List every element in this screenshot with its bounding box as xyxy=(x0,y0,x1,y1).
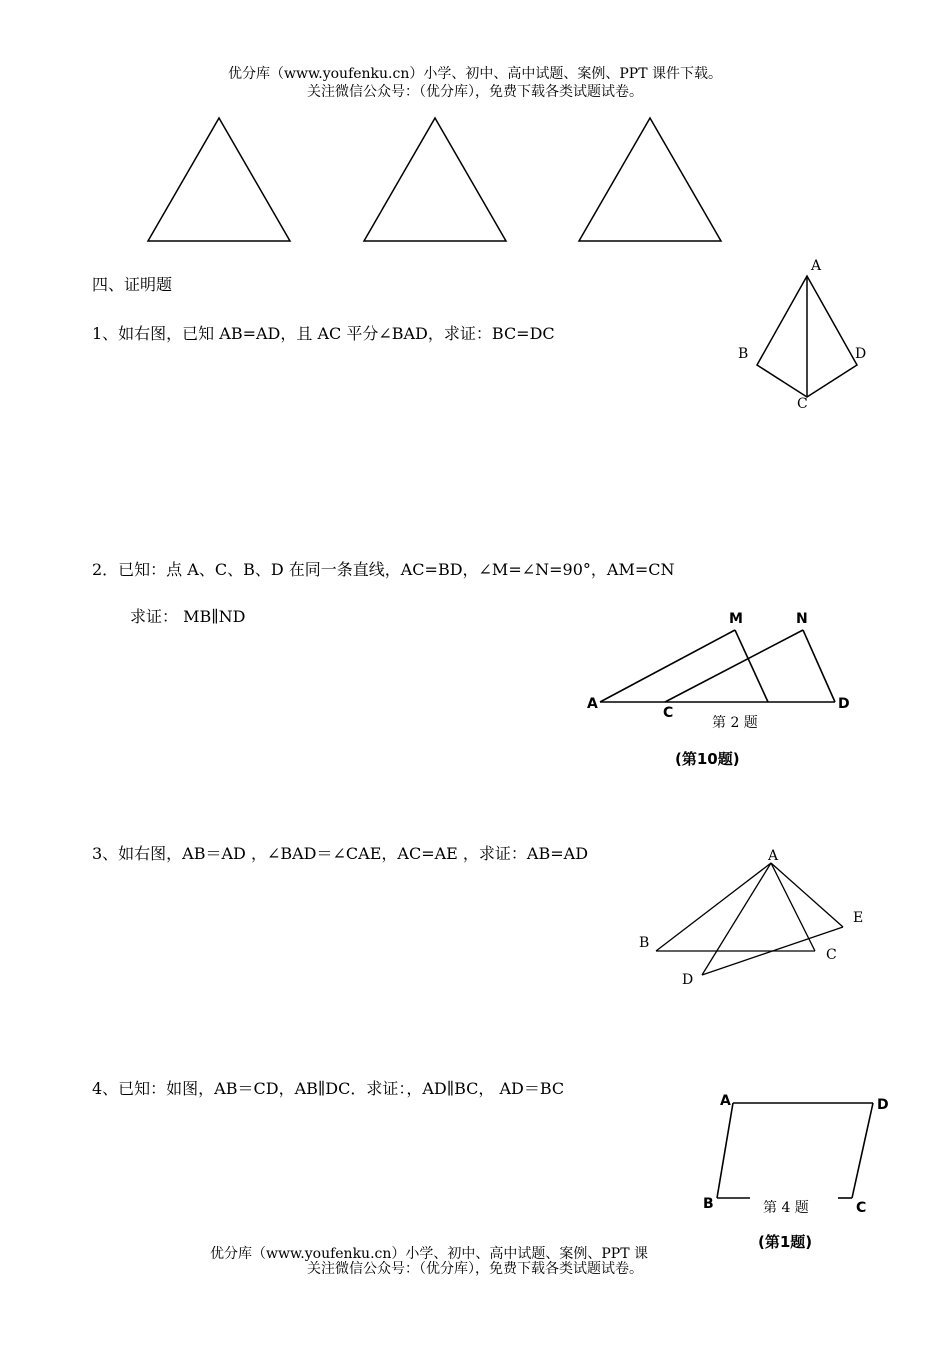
triangle-1 xyxy=(148,118,290,241)
p2-label-N: N xyxy=(796,611,808,627)
p2-label-M: M xyxy=(729,611,743,627)
problem-3-text: 3、如右图，AB＝AD ，∠BAD＝∠CAE，AC=AE ，求证：AB=AD xyxy=(92,844,589,863)
figure-4 xyxy=(717,1103,873,1198)
problem-2-text: 2．已知：点 A、C、B、D 在同一条直线，AC=BD，∠M=∠N=90°，AM=CN xyxy=(92,560,675,579)
footer-line-1: 优分库（www.youfenku.cn）小学、初中、高中试题、案例、PPT 课 xyxy=(210,1246,649,1262)
header-line-2: 关注微信公众号：（优分库），免费下载各类试题试卷。 xyxy=(307,84,643,100)
footer-line-2: 关注微信公众号：（优分库），免费下载各类试题试卷。 xyxy=(307,1261,643,1277)
problem-4-text: 4、已知：如图，AB＝CD，AB∥DC．求证：，AD∥BC， AD＝BC xyxy=(92,1079,565,1098)
figure-2 xyxy=(600,630,835,702)
p4-label-A: A xyxy=(720,1093,731,1109)
p3-label-E: E xyxy=(853,910,864,926)
p4-label-B: B xyxy=(703,1196,714,1212)
p2-label-D: D xyxy=(838,696,850,712)
p4-caption: 第 4 题 xyxy=(763,1200,809,1216)
p2-caption-2: (第10题) xyxy=(675,750,740,768)
p2-label-A: A xyxy=(587,696,598,712)
figure-3 xyxy=(656,863,843,975)
problem-2-proof: 求证： MB∥ND xyxy=(130,607,246,626)
p1-label-B: B xyxy=(738,346,749,362)
problem-1-text: 1、如右图，已知 AB=AD，且 AC 平分∠BAD，求证：BC=DC xyxy=(92,324,555,343)
p4-label-D: D xyxy=(877,1097,889,1113)
p2-caption: 第 2 题 xyxy=(712,715,758,731)
p1-label-D: D xyxy=(855,346,867,362)
triangle-2 xyxy=(364,118,506,241)
p2-label-C: C xyxy=(663,705,674,721)
p4-caption-2: (第1题) xyxy=(758,1233,813,1251)
header-line-1: 优分库（www.youfenku.cn）小学、初中、高中试题、案例、PPT 课件下载。 xyxy=(227,66,722,82)
p1-label-A: A xyxy=(811,258,822,274)
p1-label-C: C xyxy=(797,396,808,412)
triangle-3 xyxy=(579,118,721,241)
p3-label-D: D xyxy=(682,972,694,988)
p3-label-B: B xyxy=(639,935,650,951)
figure-1-kite xyxy=(757,276,857,397)
section-title: 四、证明题 xyxy=(92,275,173,294)
p3-label-A: A xyxy=(768,848,779,864)
p4-label-C: C xyxy=(856,1200,867,1216)
p3-label-C: C xyxy=(826,947,837,963)
